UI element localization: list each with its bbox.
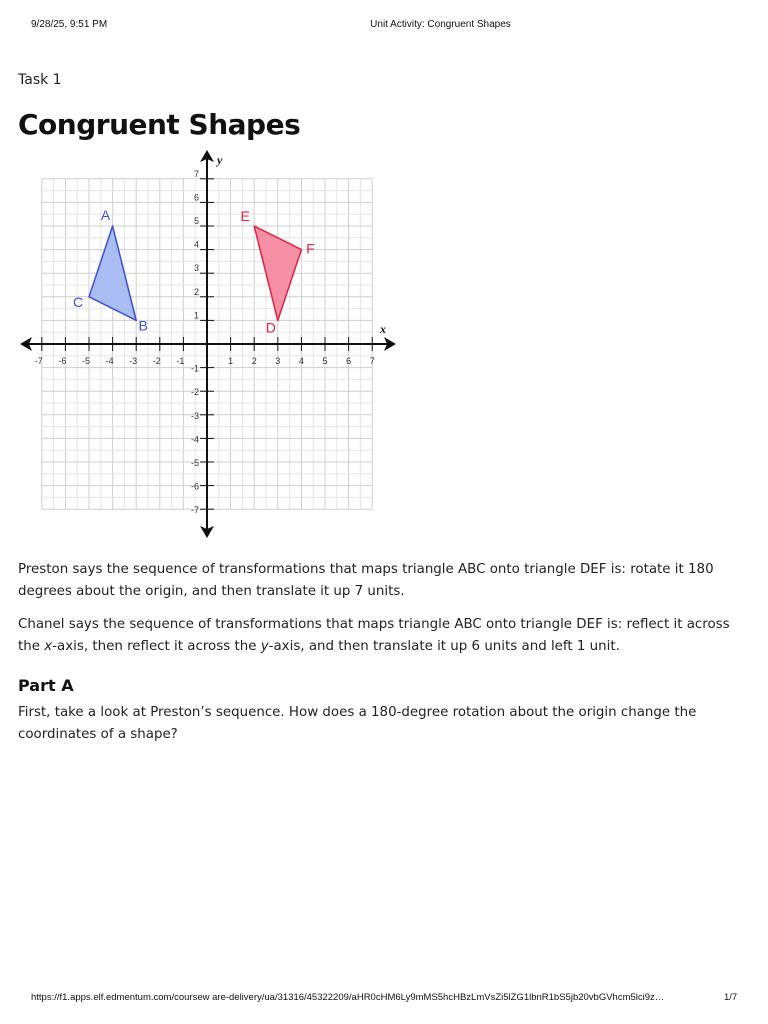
y-tick-label: -3	[190, 410, 199, 421]
x-tick-label: -3	[129, 356, 138, 366]
y-tick-label: 7	[193, 168, 199, 179]
y-tick-label: -2	[190, 387, 199, 398]
y-tick-label: -6	[190, 481, 199, 492]
y-tick-label: 1	[193, 310, 199, 321]
x-tick-label: 7	[369, 356, 375, 366]
x-axis-label: x	[380, 322, 386, 336]
x-tick-label: 4	[298, 356, 304, 366]
print-url: https://f1.apps.elf.edmentum.com/coursew are-delivery/ua/31316/45322209/aHR0cHM6Ly9mMS5hcHBzLmVsZi5lZG1lbnR1bS5jb20vbGVhcm5lci9z…	[31, 992, 665, 1003]
print-footer	[0, 992, 768, 1006]
vertex-label-e: E	[240, 208, 250, 224]
part-a-heading: Part A	[18, 676, 74, 695]
vertex-label-b: B	[138, 317, 148, 334]
x-tick-label: -4	[105, 356, 114, 366]
vertex-label-a: A	[100, 207, 111, 223]
vertex-label-c: C	[72, 293, 84, 310]
y-tick-label: -5	[190, 458, 199, 468]
x-tick-label: 3	[275, 356, 281, 366]
chanel-y-var: y	[260, 639, 269, 654]
coordinate-graph-svg	[18, 148, 398, 540]
print-title: Unit Activity: Congruent Shapes	[370, 19, 511, 30]
x-tick-label: 1	[228, 356, 234, 366]
x-tick-label: -2	[152, 356, 161, 366]
print-page-number: 1/7	[724, 992, 738, 1003]
y-tick-label: 2	[193, 286, 199, 297]
labels	[35, 153, 386, 515]
y-tick-label: -4	[190, 434, 199, 445]
print-date: 9/28/25, 9:51 PM	[31, 19, 108, 30]
x-tick-label: 2	[251, 356, 257, 366]
task-label: Task 1	[18, 72, 62, 88]
x-tick-label: -6	[58, 356, 67, 366]
y-tick-label: 4	[193, 239, 199, 250]
chanel-text-1: Chanel says the sequence of transformations that maps triangle ABC onto triangle DEF is: reflect it across the	[18, 617, 730, 654]
y-tick-label: 3	[193, 263, 199, 274]
chanel-x-var: x	[44, 639, 53, 654]
chanel-text-2: -axis, then reflect it across the	[52, 639, 261, 654]
y-axis-label: y	[217, 153, 223, 167]
x-tick-label: 6	[346, 356, 352, 366]
y-tick-label: 6	[193, 192, 199, 203]
print-header	[0, 19, 768, 33]
axes	[20, 150, 396, 538]
preston-text: Preston says the sequence of transformations that maps triangle ABC onto triangle DEF is: rotate it 180 degrees about the origin, and then translate it up 7 units.	[18, 562, 714, 599]
vertex-label-d: D	[265, 319, 276, 336]
chanel-paragraph	[18, 614, 753, 658]
chanel-text-3: -axis, and then translate it up 6 units and left 1 unit.	[268, 639, 620, 654]
vertex-label-f: F	[306, 240, 315, 257]
coordinate-graph	[18, 148, 398, 540]
y-tick-label: 5	[193, 216, 199, 226]
x-tick-label: 5	[322, 356, 328, 366]
y-tick-label: -1	[190, 363, 199, 374]
x-tick-label: -7	[34, 356, 43, 366]
x-tick-label: -5	[81, 356, 91, 366]
page-title: Congruent Shapes	[18, 108, 301, 141]
y-tick-label: -7	[190, 505, 199, 516]
part-a-question: First, take a look at Preston’s sequence. How does a 180-degree rotation about the origin change the coordinates of a shape?	[18, 705, 697, 742]
x-tick-label: -1	[176, 356, 185, 366]
preston-paragraph	[18, 559, 753, 603]
